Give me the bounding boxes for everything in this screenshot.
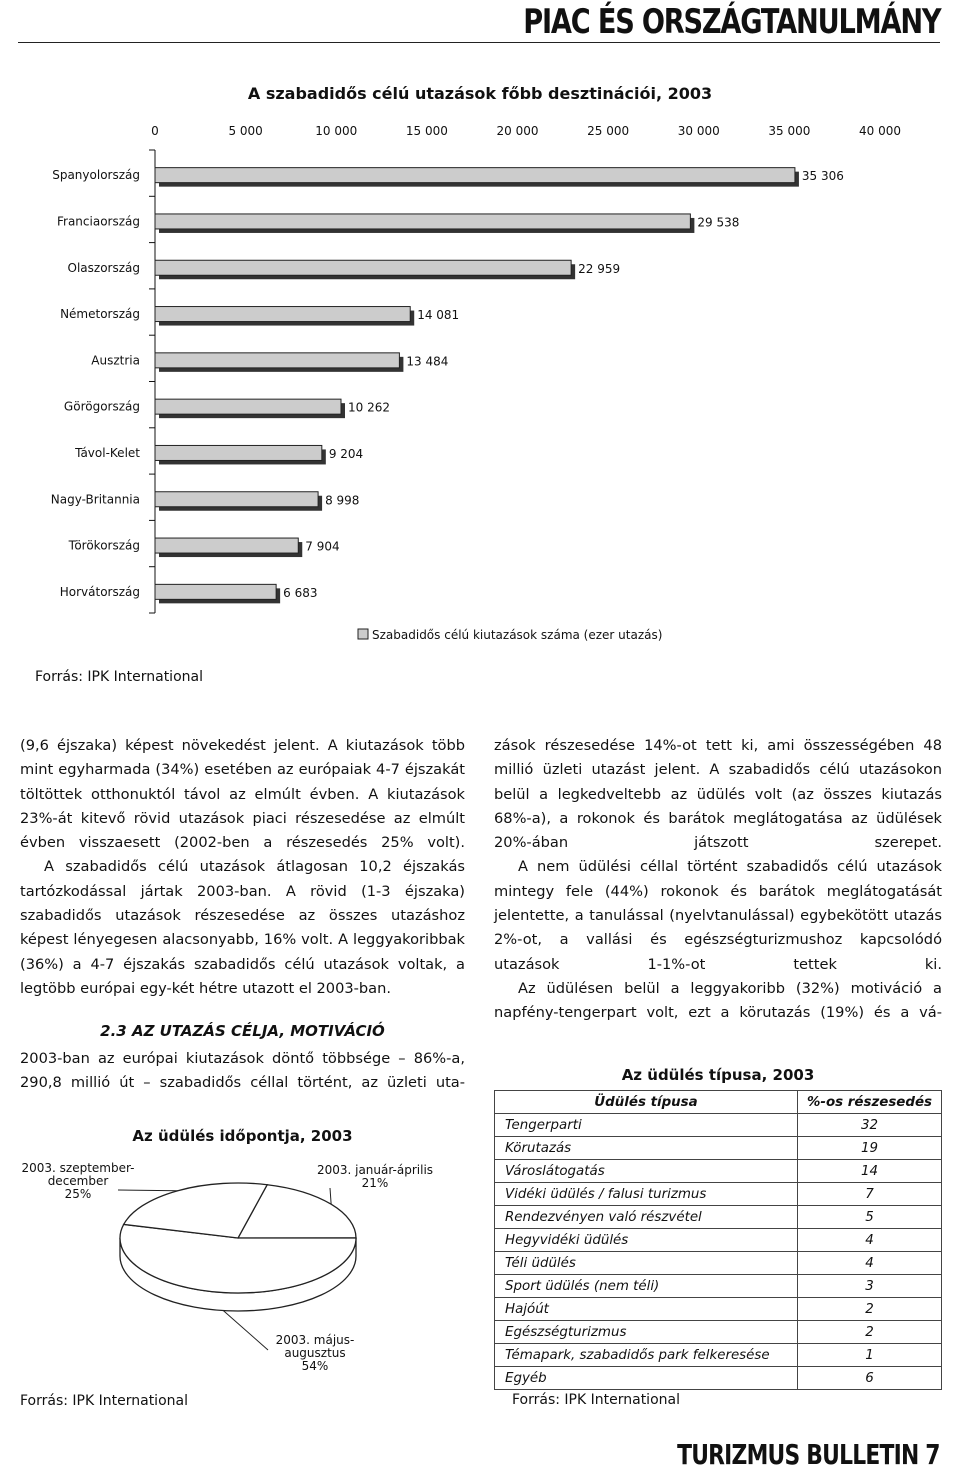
- table-cell-share: 32: [798, 1114, 942, 1137]
- table-header-type: Üdülés típusa: [495, 1091, 798, 1114]
- table-row: [495, 1321, 942, 1344]
- paragraph: Az üdülésen belül a leggyakoribb (32%) motiváció a napfény-tengerpart volt, ezt a körutazás (19%) és a vá-: [494, 979, 942, 1022]
- table-cell-type: Hegyvidéki üdülés: [495, 1229, 798, 1252]
- header-title: PIAC ÉS ORSZÁGTANULMÁNY: [522, 2, 940, 42]
- table-row: [495, 1137, 942, 1160]
- category-label: Törökország: [68, 538, 140, 553]
- table-cell-share: 2: [798, 1298, 942, 1321]
- paragraph: A nem üdülési céllal történt szabadidős célú utazások mintegy fele (44%) rokonok és barátok meglátogatását jelentette, a tanulással (nyelvtanulással) egybekötött utazás 2%-ot, a vallási és egészségturizmushoz kapcsolódó utazások 1-1%-ot tettek ki.: [494, 858, 942, 973]
- table-cell-type: Tengerparti: [495, 1114, 798, 1137]
- table-row: [495, 1206, 942, 1229]
- x-tick-label: 20 000: [496, 124, 539, 138]
- pie-leader-line: [223, 1311, 268, 1350]
- table-source: Forrás: IPK International: [512, 1392, 680, 1408]
- category-label: Görögország: [63, 399, 140, 414]
- table-title: Az üdülés típusa, 2003: [621, 1066, 815, 1084]
- table-cell-type: Rendezvényen való részvétel: [495, 1206, 798, 1229]
- table-row: [495, 1275, 942, 1298]
- bar: [155, 445, 322, 460]
- paragraph: (9,6 éjszaka) képest növekedést jelent. A kiutazások több mint egyharmada (34%) esetében az európaiak 4-7 éjszakát töltöttek otthonuktól távol az elmúlt évben. A kiutazások 23%-át kitevő rövid utazások piaci részesedése az elmúlt évben visszaesett (2002-ben a részesedés 25% volt).: [20, 737, 465, 852]
- pie-leader-line: [330, 1188, 331, 1204]
- x-tick-label: 35 000: [768, 124, 811, 138]
- bar-value-label: 10 262: [347, 400, 390, 415]
- table-row: [495, 1252, 942, 1275]
- bar: [155, 399, 341, 414]
- bar: [155, 168, 795, 183]
- table-row: [495, 1114, 942, 1137]
- table-row: [495, 1229, 942, 1252]
- bar: [155, 353, 399, 368]
- table-cell-type: Körutazás: [495, 1137, 798, 1160]
- bar-value-label: 8 998: [325, 493, 360, 508]
- bar-value-label: 14 081: [417, 308, 460, 323]
- table-cell-share: 6: [798, 1367, 942, 1390]
- table-row: [495, 1367, 942, 1390]
- left-column-top: [20, 734, 465, 1001]
- legend-label: Szabadidős célú kiutazások száma (ezer utazás): [372, 628, 663, 642]
- pie-leader-line: [118, 1190, 178, 1191]
- bar-value-label: 7 904: [305, 539, 340, 554]
- table-cell-share: 4: [798, 1252, 942, 1275]
- bar: [155, 584, 276, 599]
- bar-value-label: 6 683: [283, 585, 318, 600]
- bar-chart-source: Forrás: IPK International: [35, 669, 203, 685]
- table-row: [495, 1344, 942, 1367]
- x-tick-label: 5 000: [228, 124, 263, 138]
- bar-value-label: 13 484: [406, 354, 449, 369]
- section-heading: 2.3 AZ UTAZÁS CÉLJA, MOTIVÁCIÓ: [100, 1022, 385, 1040]
- bar-value-label: 22 959: [578, 261, 621, 276]
- table-row: [495, 1298, 942, 1321]
- x-tick-label: 30 000: [677, 124, 720, 138]
- table-row: [495, 1160, 942, 1183]
- legend-swatch: [358, 629, 368, 639]
- category-label: Horvátország: [59, 584, 140, 599]
- pie-chart-title: Az üdülés időpontja, 2003: [132, 1127, 353, 1145]
- bar: [155, 307, 410, 322]
- category-label: Franciaország: [56, 214, 140, 229]
- table-row: [495, 1183, 942, 1206]
- paragraph: 2003-ban az európai kiutazások döntő többsége – 86%-a, 290,8 millió út – szabadidős céllal történt, az üzleti uta-: [20, 1050, 465, 1092]
- bar: [155, 492, 318, 507]
- footer-title: TURIZMUS BULLETIN 7: [677, 1438, 940, 1471]
- category-label: Olaszország: [67, 260, 140, 275]
- table-cell-share: 5: [798, 1206, 942, 1229]
- table-cell-type: Témapark, szabadidős park felkeresése: [495, 1344, 798, 1367]
- category-label: Nagy-Britannia: [50, 492, 140, 507]
- vacation-type-table: [494, 1090, 942, 1390]
- table-header-share: %-os részesedés: [798, 1091, 942, 1114]
- table-cell-share: 19: [798, 1137, 942, 1160]
- category-label: Ausztria: [91, 353, 140, 368]
- category-label: Spanyolország: [52, 168, 140, 183]
- table-cell-type: Hajóút: [495, 1298, 798, 1321]
- pie-label: 2003. szeptember-december 25%: [21, 1161, 135, 1201]
- table-cell-share: 14: [798, 1160, 942, 1183]
- bar: [155, 538, 298, 553]
- bar-value-label: 35 306: [801, 169, 844, 184]
- category-label: Németország: [60, 307, 140, 322]
- bar-value-label: 29 538: [697, 215, 740, 230]
- table-cell-type: Vidéki üdülés / falusi turizmus: [495, 1183, 798, 1206]
- x-tick-label: 40 000: [859, 124, 901, 138]
- pie-chart-source: Forrás: IPK International: [20, 1393, 188, 1409]
- table-cell-share: 2: [798, 1321, 942, 1344]
- bar: [155, 214, 690, 229]
- table-cell-type: Egyéb: [495, 1367, 798, 1390]
- bar: [155, 260, 571, 275]
- bar-chart-title: A szabadidős célú utazások főbb desztinációi, 2003: [247, 84, 713, 103]
- table-cell-type: Egészségturizmus: [495, 1321, 798, 1344]
- table-cell-share: 1: [798, 1344, 942, 1367]
- pie-label: 2003. május-augusztus 54%: [275, 1333, 355, 1373]
- bar-chart: [0, 110, 960, 655]
- left-column-bottom: [20, 1047, 465, 1096]
- pie-label: 2003. január-április 21%: [316, 1163, 434, 1190]
- bar-value-label: 9 204: [328, 446, 364, 461]
- table-header-row: [495, 1091, 942, 1114]
- x-tick-label: 15 000: [405, 124, 448, 138]
- table-cell-share: 7: [798, 1183, 942, 1206]
- table-cell-type: Sport üdülés (nem téli): [495, 1275, 798, 1298]
- table-cell-share: 4: [798, 1229, 942, 1252]
- paragraph: A szabadidős célú utazások átlagosan 10,2 éjszakás tartózkodással jártak 2003-ban. A rövid (1-3 éjszaka) szabadidős utazások részesedése az összes utazáshoz képest lényegesen alacsonyabb, 16% volt. A leggyakoribbak (36%) a 4-7 éjszakás szabadidős célú utazások voltak, a legtöbb európai egy-két hétre utazott el 2003-ban.: [20, 858, 465, 997]
- category-label: Távol-Kelet: [75, 445, 140, 460]
- x-tick-label: 10 000: [315, 124, 358, 138]
- paragraph: zások részesedése 14%-ot tett ki, ami összességében 48 millió üzleti utazást jelent. A szabadidős célú utazásokon belül a legkedveltebb az üdülés volt (az összes kiutazás 68%-a), a rokonok és barátok meglátogatása az üdülések 20%-ában játszott szerepet.: [494, 737, 942, 852]
- pie-chart: [0, 1150, 485, 1390]
- right-column: [494, 734, 942, 1026]
- header-rule: [18, 42, 940, 43]
- x-tick-label: 0: [151, 124, 159, 138]
- table-cell-type: Városlátogatás: [495, 1160, 798, 1183]
- x-tick-label: 25 000: [587, 124, 630, 138]
- table-cell-share: 3: [798, 1275, 942, 1298]
- table-cell-type: Téli üdülés: [495, 1252, 798, 1275]
